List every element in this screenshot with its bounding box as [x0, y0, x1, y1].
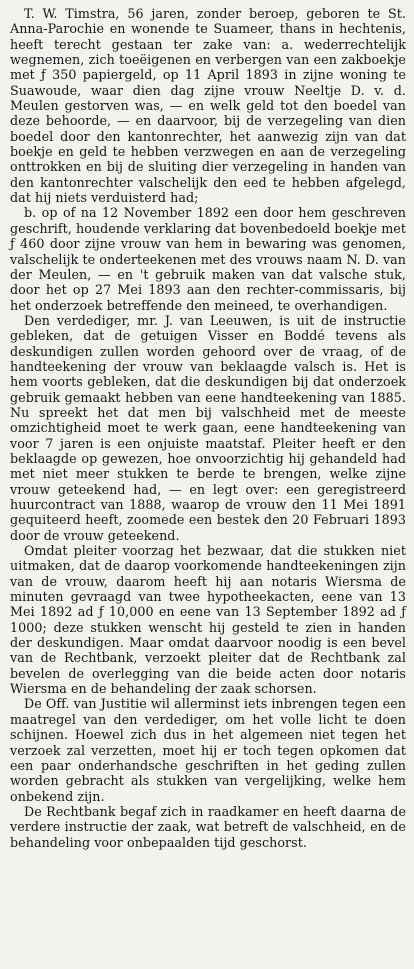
paragraph-notary-request: Omdat pleiter voorzag het bezwaar, dat die stukken niet uitmaken, dat de daarop voorkomende handteekeningen zijn van de vrouw, daarom heeft hij aan notaris Wiersma de minuten gevraagd van twee hypotheekacten, eene van 13 Mei 1892 ad ƒ 10,000 en eene van 13 September 1892 ad ƒ 1000; deze stukken wenscht hij gesteld te zien in handen der deskundigen. Maar omdat daarvoor noodig is een bevel van de Rechtbank, verzoekt pleiter dat de Rechtbank zal bevelen de overlegging van die beide acten door notaris Wiersma en de behandeling der zaak schorsen. — [10, 543, 406, 697]
paragraph-defense: Den verdediger, mr. J. van Leeuwen, is uit de instructie gebleken, dat de getuigen Visser en Boddé tevens als deskundigen zullen worden gehoord over de vraag, of de handteekening der vrouw van beklaagde valsch is. Het is hem voorts gebleken, dat die deskundigen bij dat onderzoek gebruik gemaakt hebben van eene handteekening van 1885. Nu spreekt het dat men bij valschheid met de meeste omzichtigheid moet te werk gaan, eene handteekening van voor 7 jaren is een onjuiste maatstaf. Pleiter heeft er den beklaagde op gewezen, hoe onvoorzichtig hij gehandeld had met niet meer stukken te berde te brengen, welke zijne vrouw geteekend had, — en legt over: een geregistreerd huurcontract van 1888, waarop de vrouw den 11 Mei 1891 gequiteerd heeft, zoomede een bestek den 20 Februari 1893 door de vrouw geteekend. — [10, 312, 406, 543]
paragraph-forgery-charge: b. op of na 12 November 1892 een door hem geschreven geschrift, houdende verklaring dat bovenbedoeld boekje met ƒ 460 door zijne vrouw van hem in bewaring was genomen, valschelijk te onderteekenen met des vrouws naam N. D. van der Meulen, — en 't gebruik maken van dat valsche stuk, door het op 27 Mei 1893 aan den rechter-commissaris, bij het onderzoek betreffende den meineed, te overhandigen. — [10, 205, 406, 313]
paragraph-prosecutor: De Off. van Justitie wil allerminst iets inbrengen tegen een maatregel van den verdediger, om het volle licht te doen schijnen. Hoewel zich dus in het algemeen niet tegen het verzoek zal verzetten, moet hij er toch tegen opkomen dat een paar onderhandsche geschriften in het geding zullen worden gebracht als stukken van vergelijking, welke hem onbekend zijn. — [10, 696, 406, 804]
paragraph-court-decision: De Rechtbank begaf zich in raadkamer en heeft daarna de verdere instructie der zaak, wat betreft de valschheid, en de behandeling voor onbepaalden tijd geschorst. — [10, 803, 406, 850]
paragraph-charges: T. W. Timstra, 56 jaren, zonder beroep, geboren te St. Anna-Parochie en wonende te Suameer, thans in hechtenis, heeft terecht gestaan ter zake van: a. wederrechtelijk wegnemen, zich toeëigenen en verbergen van een zakboekje met ƒ 350 papiergeld, op 11 April 1893 in zijne woning te Suawoude, waar dien dag zijne vrouw Neeltje D. v. d. Meulen gestorven was, — en welk geld tot den boedel van deze behoorde, — en daarvoor, bij de verzegeling van dien boedel door den kantonrechter, het aanwezig zijn van dat boekje en geld te hebben verzwegen en aan de verzegeling onttrokken en bij de sluiting dier verzegeling in handen van den kantonrechter valschelijk den eed te hebben afgelegd, dat hij niets verduisterd had; — [10, 6, 406, 206]
